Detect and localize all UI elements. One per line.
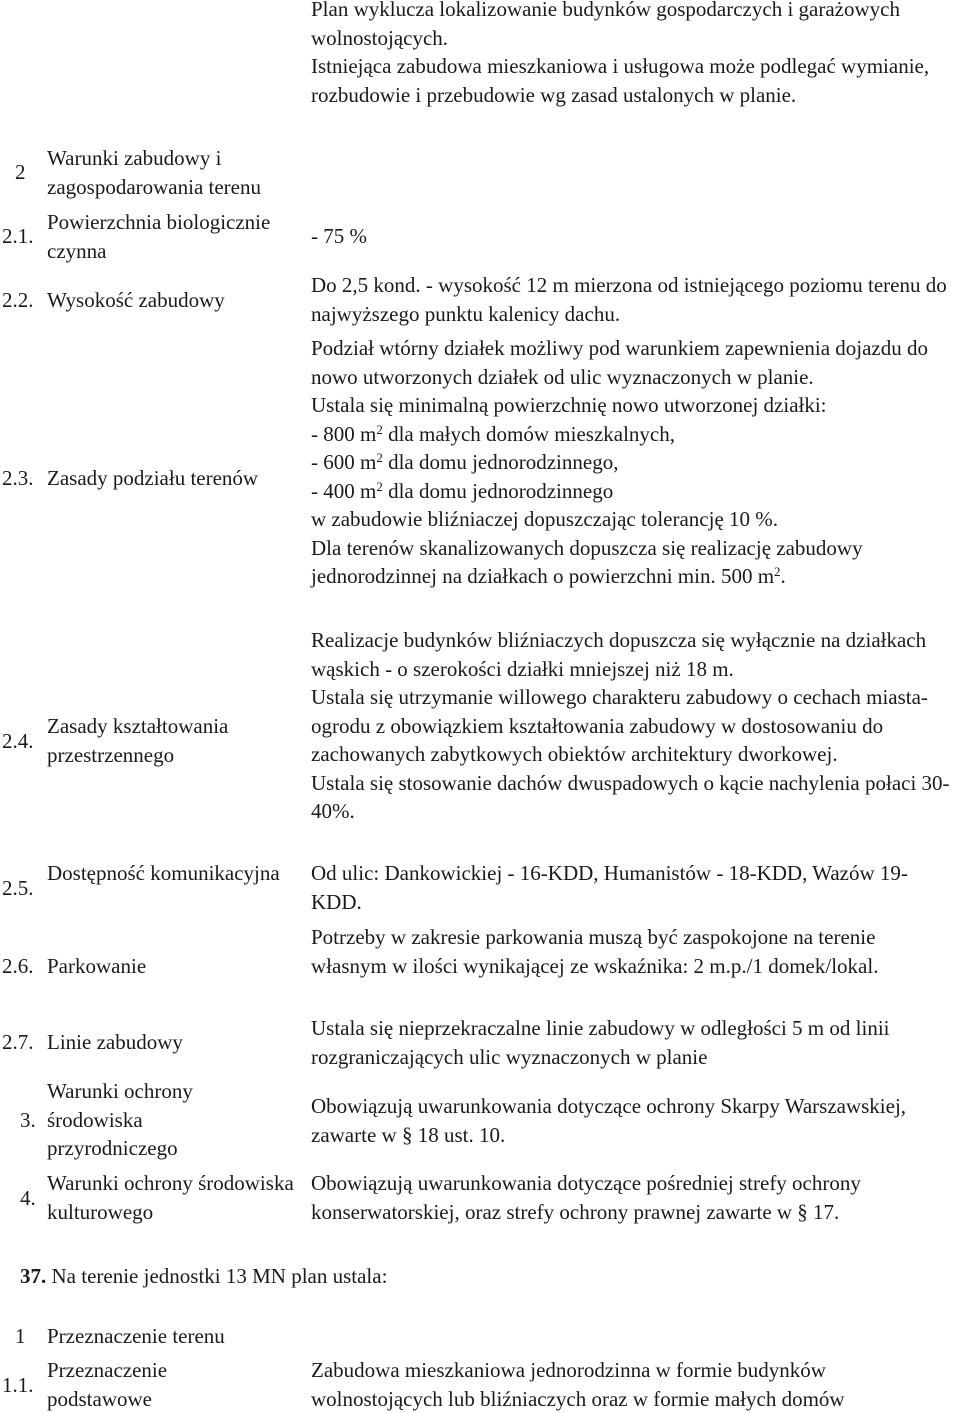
section-number: 2.6. — [2, 954, 34, 978]
section-label: Powierzchnia biologicznie czynna — [47, 210, 271, 263]
paragraph: Plan wyklucza lokalizowanie budynków gospodarczych i garażowych wolnostojących. — [311, 0, 900, 50]
unit-heading — [20, 1262, 387, 1291]
section-number: 2.3. — [2, 466, 34, 490]
paragraph: w zabudowie bliźniaczej dopuszczając tolerancję 10 %. — [311, 507, 779, 531]
paragraph: Obowiązują uwarunkowania dotyczące ochrony Skarpy Warszawskiej, zawarte w § 18 ust. 10. — [311, 1094, 907, 1147]
section-number: 2.4. — [2, 729, 34, 753]
paragraph: Ustala się nieprzekraczalne linie zabudowy w odległości 5 m od linii rozgraniczających ulic wyznaczonych w planie — [311, 1016, 890, 1069]
paragraph: Od ulic: Dankowickiej - 16-KDD, Humanistów - 18-KDD, Wazów 19-KDD. — [311, 861, 908, 914]
heading-number: 37. — [20, 1264, 47, 1288]
paragraph: Ustala się utrzymanie willowego charakteru zabudowy o cechach miasta-ogrodu z obowiązkiem kształtowania zabudowy w dostosowaniu do zachowanych zabytkowych obiektów architektury dworkowej. — [311, 685, 928, 766]
section-label: Warunki ochrony środowiska kulturowego — [47, 1171, 294, 1224]
section-label: Dostępność komunikacyjna — [47, 861, 280, 885]
section-number: 3. — [20, 1108, 36, 1132]
paragraph: Zabudowa mieszkaniowa jednorodzinna w formie budynków wolnostojących lub bliźniaczych oraz w formie małych domów — [311, 1358, 845, 1411]
section-number: 2 — [15, 160, 26, 184]
section-label: Warunki ochrony środowiska przyrodniczego — [47, 1079, 193, 1160]
paragraph: Obowiązują uwarunkowania dotyczące pośredniej strefy ochrony konserwatorskiej, oraz strefy ochrony prawnej zawarte w § 17. — [311, 1171, 861, 1224]
list-item: - 800 $m^2$ dla małych domów mieszkalnych, — [311, 421, 676, 446]
section-label: Zasady podziału terenów — [47, 466, 259, 490]
paragraph: Realizacje budynków bliźniaczych dopuszcza się wyłącznie na działkach wąskich - o szerokości działki mniejszej niż 18 m. — [311, 628, 927, 681]
value-text: - 75 % — [311, 224, 367, 248]
text-block — [311, 626, 956, 826]
section-label: Warunki zabudowy i zagospodarowania terenu — [47, 146, 261, 199]
section-number: 2.1. — [2, 224, 34, 248]
section-number: 4. — [20, 1186, 36, 1210]
paragraph: Podział wtórny działek możliwy pod warunkiem zapewnienia dojazdu do nowo utworzonych działek od ulic wyznaczonych w planie. — [311, 336, 928, 389]
section-label: Zasady kształtowania przestrzennego — [47, 714, 229, 767]
section-number: 1.1. — [2, 1373, 34, 1397]
section-label: Linie zabudowy — [47, 1030, 183, 1054]
text-block — [311, 334, 956, 591]
paragraph: Ustala się minimalną powierzchnię nowo utworzonej działki: — [311, 393, 827, 417]
paragraph: Potrzeby w zakresie parkowania muszą być zaspokojone na terenie własnym w ilości wynikającej ze wskaźnika: 2 m.p./1 domek/lokal. — [311, 925, 879, 978]
section-number: 2.5. — [2, 876, 34, 900]
paragraph: Istniejąca zabudowa mieszkaniowa i usługowa może podlegać wymianie, rozbudowie i przebudowie wg zasad ustalonych w planie. — [311, 54, 930, 107]
top-text — [311, 0, 956, 109]
section-label: Przeznaczenie podstawowe — [47, 1358, 168, 1411]
list-item: - 600 $m^2$ dla domu jednorodzinnego, — [311, 450, 619, 474]
section-number: 1 — [15, 1324, 26, 1348]
paragraph: Do 2,5 kond. - wysokość 12 m mierzona od istniejącego poziomu terenu do najwyższego punktu kalenicy dachu. — [311, 273, 947, 326]
section-label: Przeznaczenie terenu — [47, 1324, 225, 1348]
paragraph: Ustala się stosowanie dachów dwuspadowych o kącie nachylenia połaci 30-40%. — [311, 770, 950, 823]
section-label: Parkowanie — [47, 954, 147, 978]
section-number: 2.7. — [2, 1030, 34, 1054]
section-label: Wysokość zabudowy — [47, 288, 225, 312]
heading-text: Na terenie jednostki 13 MN plan ustala: — [46, 1264, 388, 1288]
paragraph: Dla terenów skanalizowanych dopuszcza się realizację zabudowy jednorodzinnej na działkach o powierzchni min. 500 $m^2$. — [311, 535, 863, 588]
section-number: 2.2. — [2, 288, 34, 312]
list-item: - 400 $m^2$ dla domu jednorodzinnego — [311, 478, 614, 503]
